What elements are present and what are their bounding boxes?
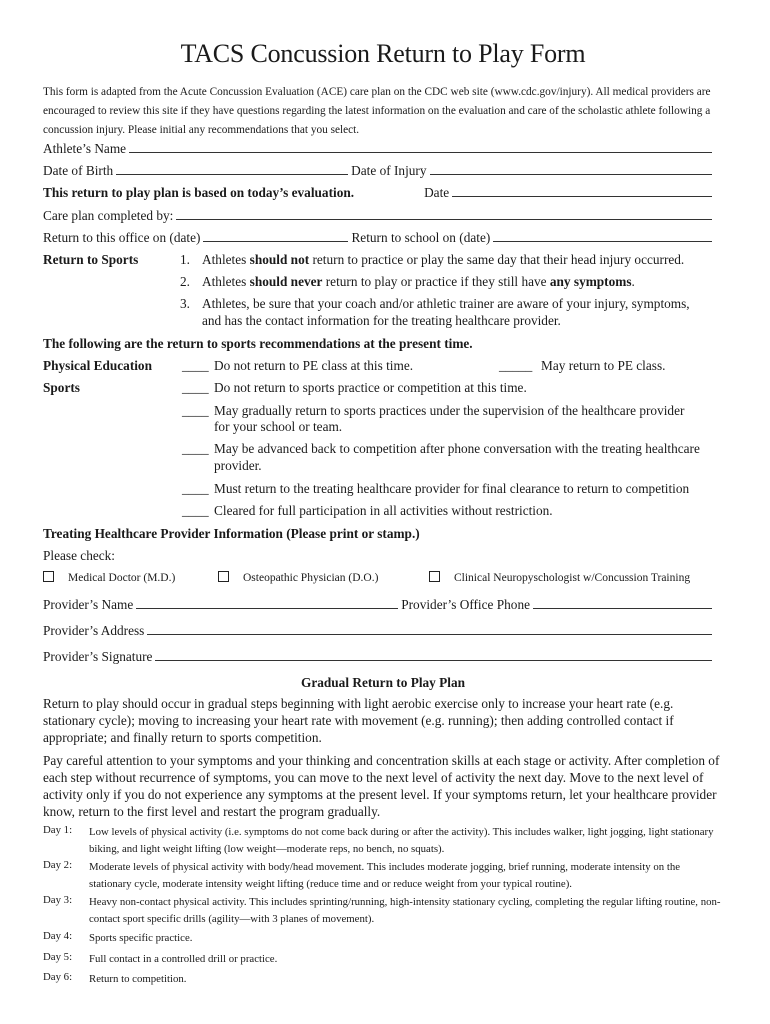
plan-basis-text: This return to play plan is based on today’s evaluation. — [43, 185, 355, 200]
provider-type-md — [43, 570, 175, 587]
recommendations-heading: The following are the return to sports recommendations at the present time. — [43, 336, 473, 351]
return-dates-row — [43, 229, 715, 246]
rts-item-2-tail: . — [631, 274, 635, 289]
pe-label: Physical Education — [43, 358, 152, 373]
rts-item-3-num: 3. — [180, 296, 190, 311]
date-field[interactable] — [452, 184, 712, 197]
pe-option-1: Do not return to PE class at this time. — [214, 358, 414, 373]
sports-option-2-line2: for your school or team. — [214, 419, 343, 434]
dob-label: Date of Birth — [43, 163, 114, 178]
sports-option-5: Cleared for full participation in all activities without restriction. — [214, 503, 553, 518]
rts-item-2-tail-bold: any symptoms — [549, 274, 632, 289]
please-check-label: Please check: — [43, 548, 115, 563]
provider-name-label: Provider’s Name — [43, 597, 134, 612]
dob-row — [43, 162, 715, 179]
dob-field[interactable] — [116, 162, 348, 175]
provider-signature-label: Provider’s Signature — [43, 649, 153, 664]
provider-type-do — [218, 570, 378, 587]
pe-initial-blank-2[interactable]: _____ — [499, 358, 533, 373]
return-office-label: Return to this office on (date) — [43, 230, 201, 245]
day-1-label: Day 1: — [43, 824, 73, 836]
do-checkbox[interactable] — [218, 571, 229, 582]
provider-phone-field[interactable] — [533, 596, 712, 609]
pe-option-2: May return to PE class. — [541, 358, 666, 373]
intro-paragraph: This form is adapted from the Acute Concussion Evaluation (ACE) care plan on the CDC web site (www.cdc.gov/injury). All medical providers are encouraged to review this site if they have questions regarding the latest information on the evaluation and care of the scholastic athlete following a concussion injury. Please initial any recommendations that you select. — [43, 86, 711, 136]
sports-blank-1[interactable]: ____ — [182, 380, 209, 395]
rts-item-2-bold: should never — [249, 274, 323, 289]
provider-address-field[interactable] — [147, 622, 712, 635]
sports-option-1: Do not return to sports practice or competition at this time. — [214, 380, 527, 395]
sports-blank-4[interactable]: ____ — [182, 481, 209, 496]
provider-heading: Treating Healthcare Provider Information (Please print or stamp.) — [43, 526, 420, 541]
athlete-name-label: Athlete’s Name — [43, 141, 127, 156]
day-2-label: Day 2: — [43, 859, 73, 871]
pe-initial-blank-1[interactable]: ____ — [182, 358, 209, 373]
rts-item-2-pre: Athletes — [202, 274, 250, 289]
provider-type-neuro — [429, 570, 690, 587]
provider-address-row — [43, 622, 715, 639]
return-school-field[interactable] — [493, 229, 712, 242]
do-label: Osteopathic Physician (D.O.) — [243, 572, 379, 584]
provider-phone-label: Provider’s Office Phone — [401, 597, 530, 612]
day-3-label: Day 3: — [43, 894, 73, 906]
provider-signature-row — [43, 648, 715, 665]
provider-name-field[interactable] — [136, 596, 398, 609]
neuro-checkbox[interactable] — [429, 571, 440, 582]
rts-item-3-line1: Athletes, be sure that your coach and/or athletic trainer are aware of your injury, symptoms, — [202, 296, 690, 311]
day-3-text: Heavy non-contact physical activity. This includes sprinting/running, high-intensity stationary cycling, completing the regular lifting routine, non-contact sport specific drills (agility—with 3 planes of movement). — [89, 896, 721, 925]
return-to-sports-heading: Return to Sports — [43, 252, 139, 267]
gradual-paragraph-1: Return to play should occur in gradual steps beginning with light aerobic exercise only to increase your heart rate (e.g. stationary cycle); moving to increasing your heart rate with movement (e.g. running); then adding controlled contact if appropriate; and finally return to sports competition. — [43, 696, 674, 745]
provider-name-row — [43, 596, 715, 613]
sports-option-2-line1: May gradually return to sports practices under the supervision of the healthcare provider — [214, 403, 685, 418]
rts-item-1-num: 1. — [180, 252, 190, 267]
md-checkbox[interactable] — [43, 571, 54, 582]
sports-option-4: Must return to the treating healthcare provider for final clearance to return to competition — [214, 481, 690, 496]
sports-label: Sports — [43, 380, 80, 395]
day-5-text: Full contact in a controlled drill or practice. — [89, 953, 278, 965]
gradual-paragraph-2: Pay careful attention to your symptoms and your thinking and concentration skills at each stage or activity. After completion of each step without recurrence of symptoms, you can move to the next level of activity the next day. Move to the next level of activity only if you do not experience any symptoms at the present level. If your symptoms return, let your healthcare provider know, return to the first level and restart the program gradually. — [43, 753, 720, 819]
return-office-field[interactable] — [203, 229, 348, 242]
day-6-label: Day 6: — [43, 971, 73, 983]
sports-blank-2[interactable]: ____ — [182, 403, 209, 418]
day-4-text: Sports specific practice. — [89, 932, 193, 944]
form-title: TACS Concussion Return to Play Form — [180, 39, 586, 68]
provider-address-label: Provider’s Address — [43, 623, 145, 638]
athlete-name-field[interactable] — [129, 140, 712, 153]
rts-item-3-line2: and has the contact information for the treating healthcare provider. — [202, 313, 561, 328]
rts-item-2-post: return to play or practice if they still have — [322, 274, 550, 289]
date-of-injury-field[interactable] — [430, 162, 713, 175]
date-of-injury-label: Date of Injury — [351, 163, 427, 178]
date-label: Date — [424, 185, 450, 200]
rts-item-2-num: 2. — [180, 274, 190, 289]
day-4-label: Day 4: — [43, 930, 73, 942]
day-6-text: Return to competition. — [89, 973, 187, 985]
care-plan-field[interactable] — [176, 207, 712, 220]
plan-basis-row — [43, 184, 715, 201]
rts-item-2 — [202, 273, 635, 290]
provider-signature-field[interactable] — [155, 648, 712, 661]
sports-blank-3[interactable]: ____ — [182, 441, 209, 456]
rts-item-1-pre: Athletes — [202, 252, 250, 267]
sports-option-3-line2: provider. — [214, 458, 262, 473]
rts-item-1-post: return to practice or play the same day that their head injury occurred. — [309, 252, 685, 267]
rts-item-1-bold: should not — [249, 252, 310, 267]
return-school-label: Return to school on (date) — [351, 230, 491, 245]
rts-item-1 — [202, 251, 684, 268]
care-plan-row — [43, 207, 715, 224]
sports-option-3-line1: May be advanced back to competition after phone conversation with the treating healthcare — [214, 441, 700, 456]
neuro-label: Clinical Neuropyschologist w/Concussion Training — [454, 572, 691, 584]
md-label: Medical Doctor (M.D.) — [68, 572, 176, 584]
sports-blank-5[interactable]: ____ — [182, 503, 209, 518]
day-1-text: Low levels of physical activity (i.e. symptoms do not come back during or after the activity). This includes walker, light jogging, light stationary biking, and light weight lifting (low weight—moderate reps, no bench, no squats). — [89, 826, 714, 855]
gradual-heading: Gradual Return to Play Plan — [301, 675, 465, 690]
day-5-label: Day 5: — [43, 951, 73, 963]
athlete-name-row — [43, 140, 715, 157]
care-plan-label: Care plan completed by: — [43, 208, 174, 223]
day-2-text: Moderate levels of physical activity with body/head movement. This includes moderate jogging, brief running, moderate intensity on the stationary cycle, moderate intensity weight lifting (reduce time and or reduce weight from your typical routine). — [89, 861, 681, 890]
